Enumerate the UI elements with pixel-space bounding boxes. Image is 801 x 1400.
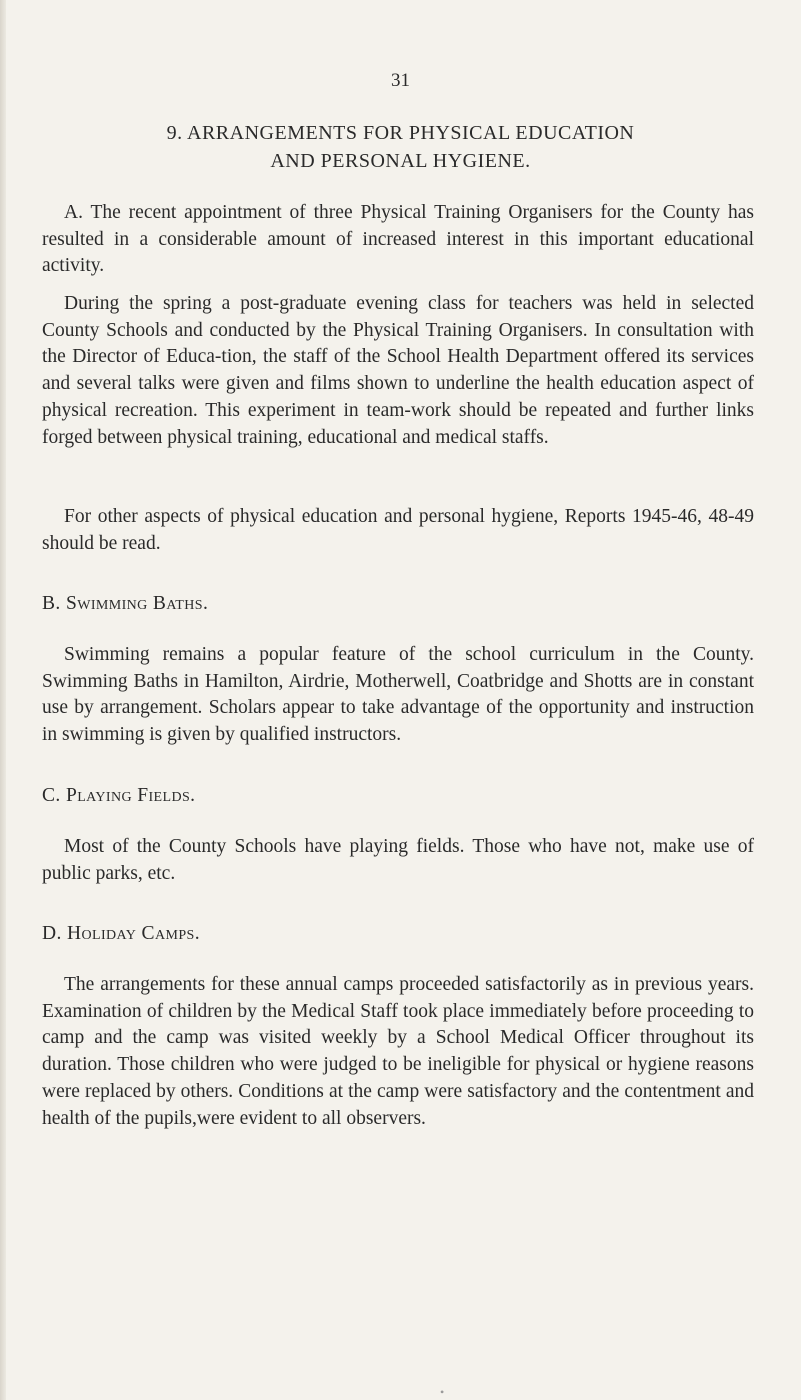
section-b-paragraph: Swimming remains a popular feature of the school curriculum in the County. Swimming Baths in Hamilton, Airdrie, Motherwell, Coatbridge and Shotts are in constant use by arrangement. Scholars appear to take advantage of the opportunity and instruction in swimming is given by qualified instructors. xyxy=(42,644,754,746)
section-d-paragraph: The arrangements for these annual camps proceeded satisfactorily as in previous years. Examination of children by the Medical Staff took place immediately before proceeding to camp and the camp was visited weekly by a School Medical Officer throughout its duration. Those children who were judged to be ineligible for physical or hygiene reasons were replaced by others. Conditions at the camp were satisfactory and the contentment and health of the pupils,were evident to all observers. xyxy=(42,974,754,1129)
print-speck: • xyxy=(440,1385,445,1399)
section-a-paragraph-1: A. The recent appointment of three Physical Training Organisers for the County has resulted in a considerable amount of increased interest in this important educational activity. xyxy=(42,202,754,277)
section-c-heading: C. Playing Fields. xyxy=(42,785,196,806)
section-a-paragraph-3: For other aspects of physical education and personal hygiene, Reports 1945-46, 48-49 should be read. xyxy=(42,506,754,554)
page-binding-edge xyxy=(0,0,6,1400)
section-a-paragraph-2: During the spring a post-graduate evening class for teachers was held in selected County Schools and conducted by the Physical Training Organisers. In consultation with the Director of Educa-tion, the staff of the School Health Department offered its services and several talks were given and films shown to underline the health education aspect of physical recreation. This experiment in team-work should be repeated and further links forged between physical training, educational and medical staffs. xyxy=(42,293,754,448)
section-title-line2: AND PERSONAL HYGIENE. xyxy=(270,150,531,172)
section-d-heading: D. Holiday Camps. xyxy=(42,923,200,944)
section-b-heading: B. Swimming Baths. xyxy=(42,593,209,614)
section-title-line1: 9. ARRANGEMENTS FOR PHYSICAL EDUCATION xyxy=(166,122,635,144)
page-number: 31 xyxy=(391,70,410,91)
section-c-paragraph: Most of the County Schools have playing fields. Those who have not, make use of public parks, etc. xyxy=(42,836,754,884)
